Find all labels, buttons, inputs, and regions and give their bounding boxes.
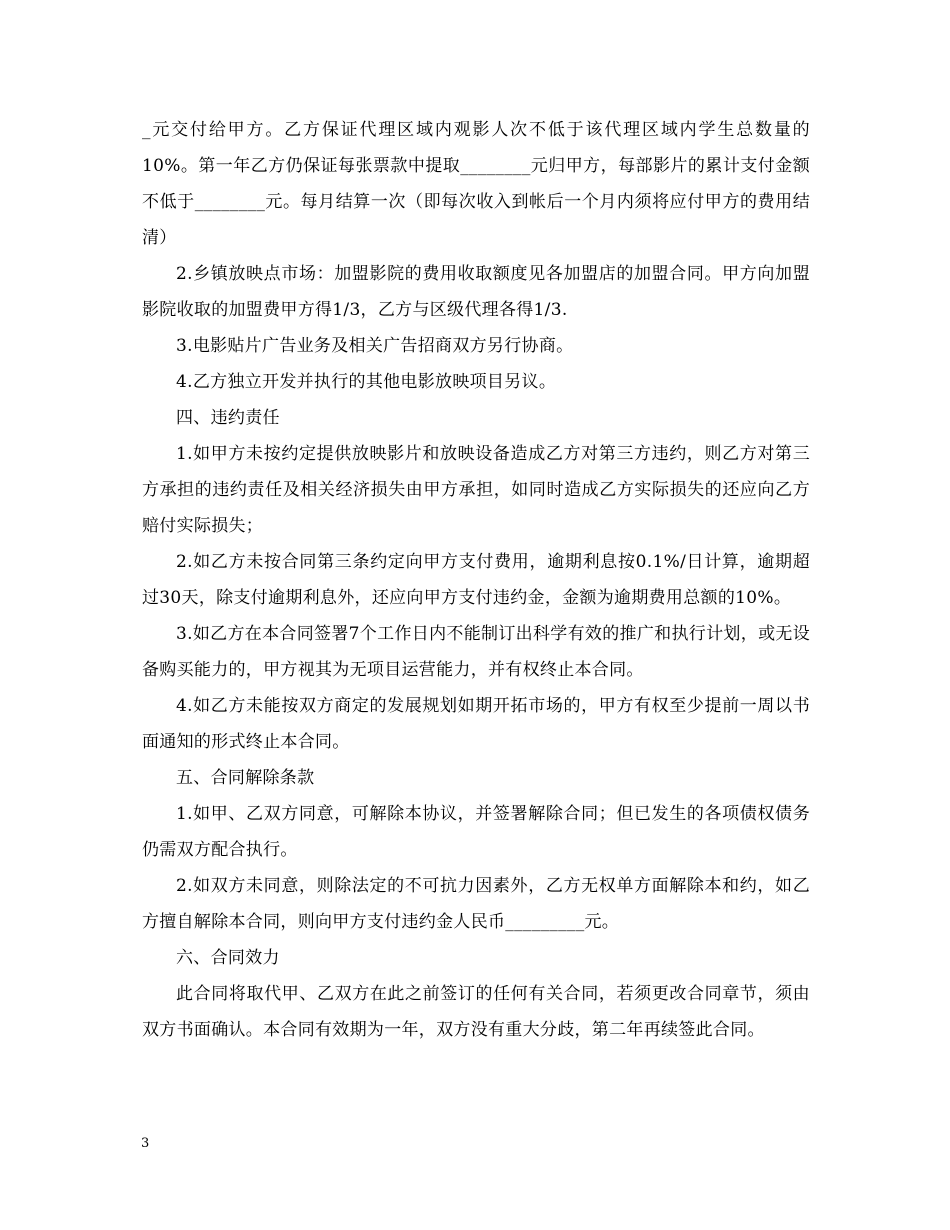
- section-heading-validity: 六、合同效力: [176, 948, 280, 968]
- paragraph-other-projects: 4.乙方独立开发并执行的其他电影放映项目另议。: [176, 372, 557, 392]
- paragraph-advertising: 3.电影贴片广告业务及相关广告招商双方另行协商。: [176, 336, 574, 356]
- paragraph-payment-terms: _元交付给甲方。乙方保证代理区域内观影人次不低于该代理区域内学生总数量的10%。第一年乙方仍保证每张票款中提取________元归甲方，每部影片的累计支付金额不低于________元。每月结算一次（即每次收入到帐后一个月内须将应付甲方的费用结清）: [142, 120, 810, 248]
- paragraph-breach-3: 3.如乙方在本合同签署7个工作日内不能制订出科学有效的推广和执行计划，或无设备购买能力的，甲方视其为无项目运营能力，并有权终止本合同。: [142, 624, 810, 680]
- contract-body: [142, 112, 810, 1048]
- section-heading-termination: 五、合同解除条款: [176, 768, 315, 788]
- paragraph-breach-1: 1.如甲方未按约定提供放映影片和放映设备造成乙方对第三方违约，则乙方对第三方承担的违约责任及相关经济损失由甲方承担，如同时造成乙方实际损失的还应向乙方赔付实际损失；: [142, 444, 810, 536]
- page-number: 3: [141, 1136, 150, 1151]
- section-heading-breach-liability: 四、违约责任: [176, 408, 280, 428]
- paragraph-breach-2: 2.如乙方未按合同第三条约定向甲方支付费用，逾期利息按0.1%/日计算，逾期超过30天，除支付逾期利息外，还应向甲方支付违约金，金额为逾期费用总额的10%。: [142, 552, 810, 608]
- paragraph-termination-2: 2.如双方未同意，则除法定的不可抗力因素外，乙方无权单方面解除本和约，如乙方擅自解除本合同，则向甲方支付违约金人民币_________元。: [142, 876, 810, 932]
- paragraph-township-market: 2.乡镇放映点市场：加盟影院的费用收取额度见各加盟店的加盟合同。甲方向加盟影院收取的加盟费甲方得1/3，乙方与区级代理各得1/3.: [142, 264, 810, 320]
- paragraph-validity: 此合同将取代甲、乙双方在此之前签订的任何有关合同，若须更改合同章节，须由双方书面确认。本合同有效期为一年，双方没有重大分歧，第二年再续签此合同。: [142, 984, 810, 1040]
- paragraph-breach-4: 4.如乙方未能按双方商定的发展规划如期开拓市场的，甲方有权至少提前一周以书面通知的形式终止本合同。: [142, 696, 810, 752]
- paragraph-termination-1: 1.如甲、乙双方同意，可解除本协议，并签署解除合同；但已发生的各项债权债务仍需双方配合执行。: [142, 804, 810, 860]
